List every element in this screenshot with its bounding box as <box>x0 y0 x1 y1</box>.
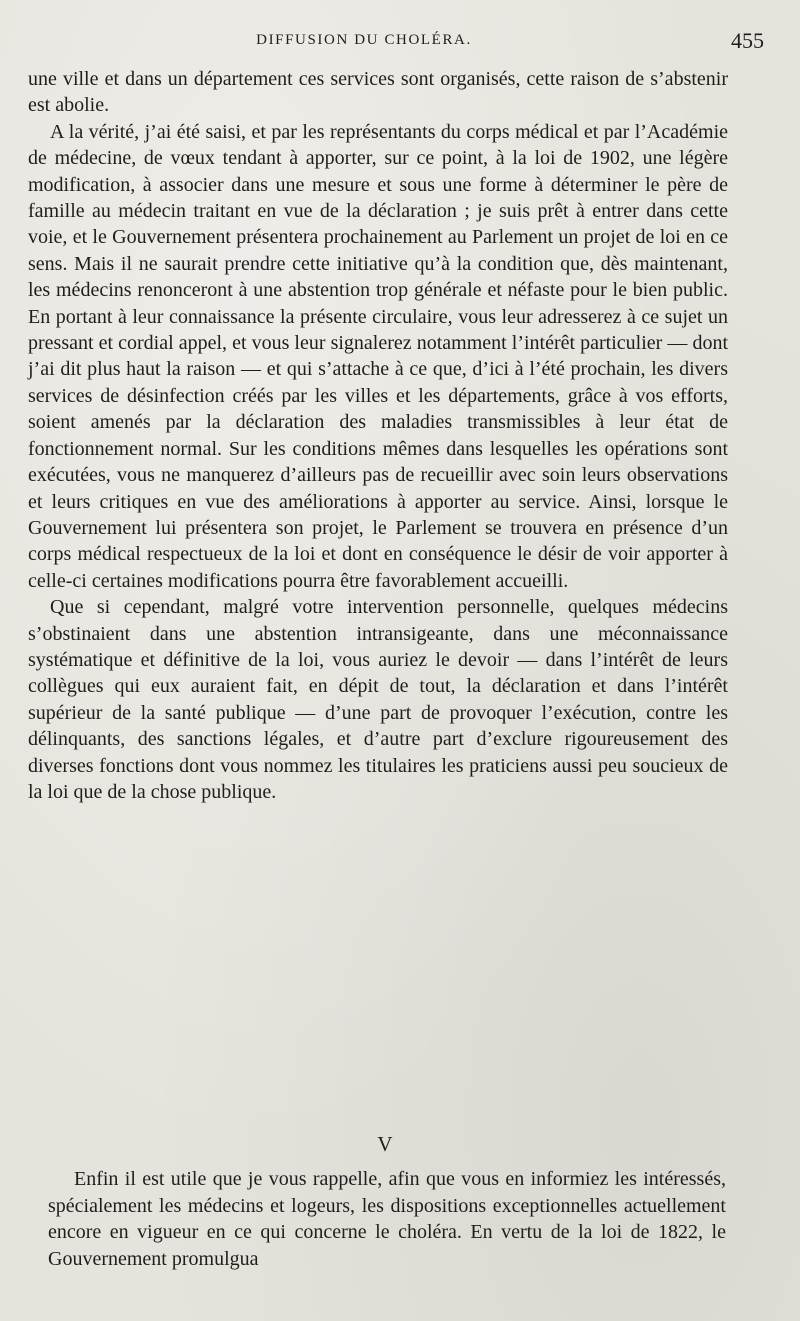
paragraph-continued: une ville et dans un département ces services sont organisés, cette raison de s’abstenir est abolie. <box>28 68 728 117</box>
paragraph: A la vérité, j’ai été saisi, et par les représentants du corps médical et par l’Académie de médecine, de vœux tendant à apporter, sur ce point, à la loi de 1902, une légère modification, à associer dans une mesure et sous une forme à déterminer le père de famille au médecin traitant en vue de la déclaration ; je suis prêt à entrer dans cette voie, et le Gouvernement présentera prochainement au Parlement un projet de loi en ce sens. Mais il ne saurait prendre cette initiative qu’à la condition que, dès maintenant, les médecins renonceront à une abstention trop générale et néfaste pour le bien public. En portant à leur connaissance la présente circulaire, vous leur adresserez à ce sujet un pressant et cordial appel, et vous leur signalerez notamment l’intérêt particulier — dont j’ai dit plus haut la raison — et qui s’attache à ce que, d’ici à l’été prochain, les divers services de désinfection créés par les villes et les départements, grâce à vos efforts, soient amenés par la déclaration des maladies transmissibles à leur état de fonctionnement normal. Sur les conditions mêmes dans lesquelles les opérations sont exécutées, vous ne manquerez d’ailleurs pas de recueillir avec soin leurs observations et leurs critiques en vue des améliorations à apporter au service. Ainsi, lorsque le Gouvernement lui présentera son projet, le Parlement se trouvera en présence d’un corps médical respectueux de la loi et dont en conséquence le désir de voir apporter à celle-ci certaines modifications pourra être favorablement accueilli. <box>28 120 728 592</box>
paragraph: Enfin il est utile que je vous rappelle, afin que vous en informiez les intéressés, spécialement les médecins et logeurs, les dispositions exceptionnelles actuellement encore en vigueur en ce qui concerne le choléra. En vertu de la loi de 1822, le Gouvernement promulgua <box>48 1168 726 1270</box>
page-number: 455 <box>731 28 764 53</box>
running-title: DIFFUSION DU CHOLÉRA. <box>256 32 472 48</box>
paragraph: Que si cependant, malgré votre intervention personnelle, quelques médecins s’obstinaient dans une abstention intransigeante, dans une méconnaissance systématique et définitive de la loi, vous auriez le devoir — dans l’intérêt de leurs collègues qui eux auraient fait, en dépit de tout, la déclaration et dans l’intérêt supérieur de la santé publique — d’une part de provoquer l’exécution, contre les délinquants, des sanctions légales, et d’autre part d’exclure rigoureusement des diverses fonctions dont vous nommez les titulaires les praticiens aussi peu soucieux de la loi que de la chose publique. <box>28 596 728 803</box>
page-header <box>0 28 800 62</box>
main-text <box>28 66 728 805</box>
section-heading: V <box>377 1132 393 1156</box>
section-text <box>48 1166 726 1272</box>
